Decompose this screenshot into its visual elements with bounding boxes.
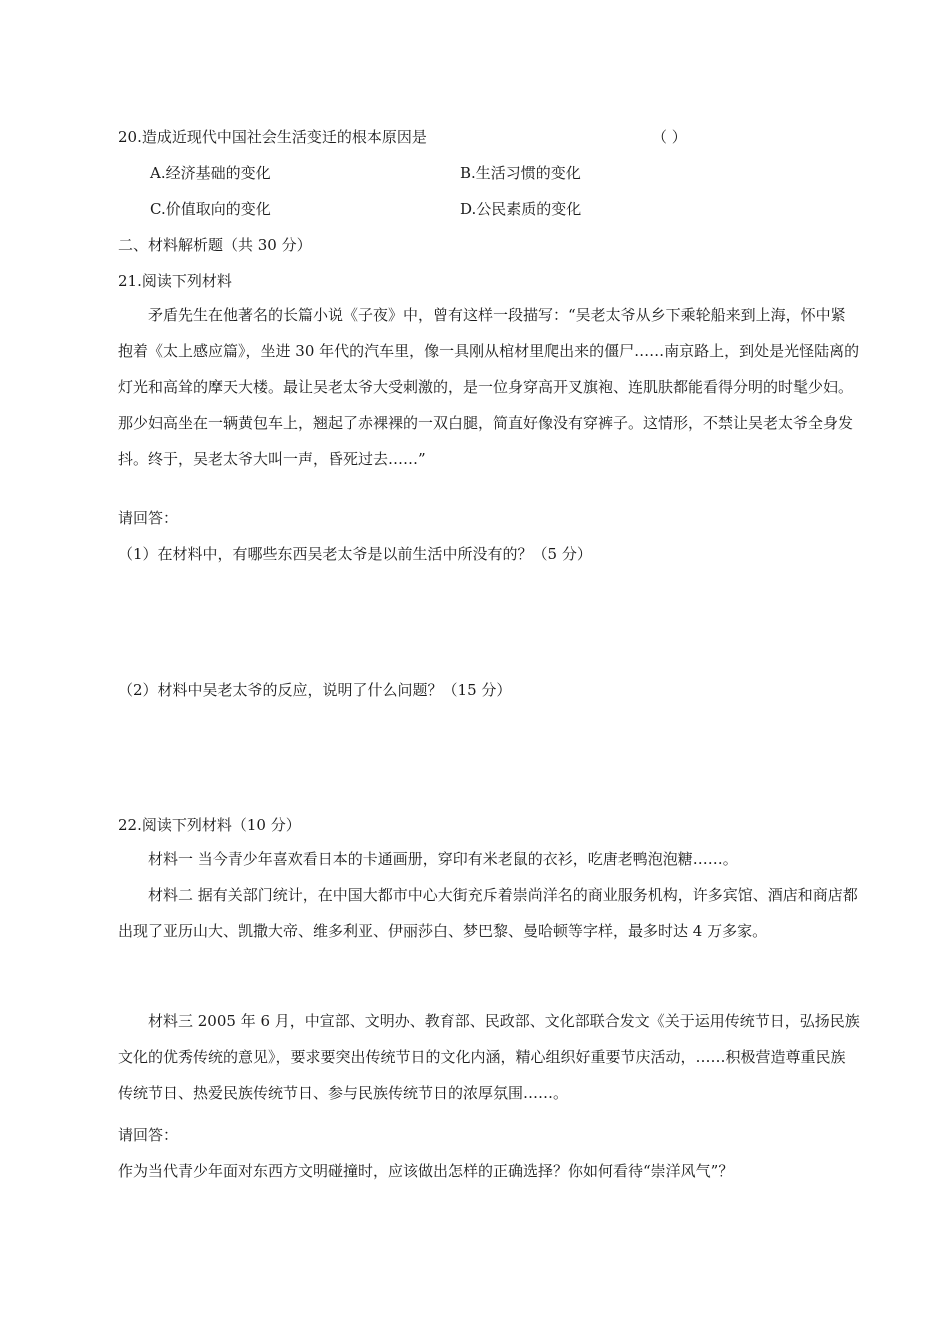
q20-option-b: B.生活习惯的变化: [460, 164, 581, 182]
q22-title: 22.阅读下列材料（10 分）: [118, 816, 301, 834]
q20-option-d: D.公民素质的变化: [460, 200, 582, 218]
q22-material-1: 材料一 当今青少年喜欢看日本的卡通画册，穿印有米老鼠的衣衫，吃唐老鸭泡泡糖……。: [148, 850, 738, 868]
q21-title: 21.阅读下列材料: [118, 272, 232, 290]
q21-sub-question-2: （2）材料中吴老太爷的反应，说明了什么问题？（15 分）: [118, 681, 512, 699]
q20-stem: 20.造成近现代中国社会生活变迁的根本原因是: [118, 128, 427, 146]
q20-option-c: C.价值取向的变化: [150, 200, 271, 218]
q22-prompt: 请回答：: [118, 1126, 179, 1144]
q21-material: 矛盾先生在他著名的长篇小说《子夜》中，曾有这样一段描写：“吴老太爷从乡下乘轮船来到上海，怀中紧抱着《太上感应篇》，坐进 30 年代的汽车里，像一具刚从棺材里爬出来的僵尸……南京路上，到处是光怪陆离的灯光和高耸的摩天大楼。最让吴老太爷大受刺激的，是一位身穿高开叉旗袍、连肌肤都能看得分明的时髦少妇。那少妇高坐在一辆黄包车上，翘起了赤裸裸的一双白腿，简直好像没有穿裤子。这情形，不禁让吴老太爷全身发抖。终于，吴老太爷大叫一声，昏死过去……”: [118, 306, 860, 468]
section-heading: 二、材料解析题（共 30 分）: [118, 236, 312, 254]
q22-question: 作为当代青少年面对东西方文明碰撞时，应该做出怎样的正确选择？你如何看待“崇洋风气”？: [118, 1162, 734, 1180]
q21-prompt: 请回答：: [118, 509, 179, 527]
q20-option-a: A.经济基础的变化: [150, 164, 271, 182]
q22-material-3: 材料三 2005 年 6 月，中宣部、文明办、教育部、民政部、文化部联合发文《关于运用传统节日，弘扬民族文化的优秀传统的意见》，要求要突出传统节日的文化内涵，精心组织好重要节庆活动，……积极营造尊重民族传统节日、热爱民族传统节日、参与民族传统节日的浓厚氛围……。: [118, 1012, 860, 1102]
q22-material-2: 材料二 据有关部门统计，在中国大都市中心大街充斥着崇尚洋名的商业服务机构，许多宾馆、酒店和商店都出现了亚历山大、凯撒大帝、维多利亚、伊丽莎白、梦巴黎、曼哈顿等字样，最多时达 4 万多家。: [118, 886, 858, 940]
q21-sub-question-1: （1）在材料中，有哪些东西吴老太爷是以前生活中所没有的？（5 分）: [118, 545, 592, 563]
q20-answer-bracket: （ ）: [652, 128, 687, 146]
